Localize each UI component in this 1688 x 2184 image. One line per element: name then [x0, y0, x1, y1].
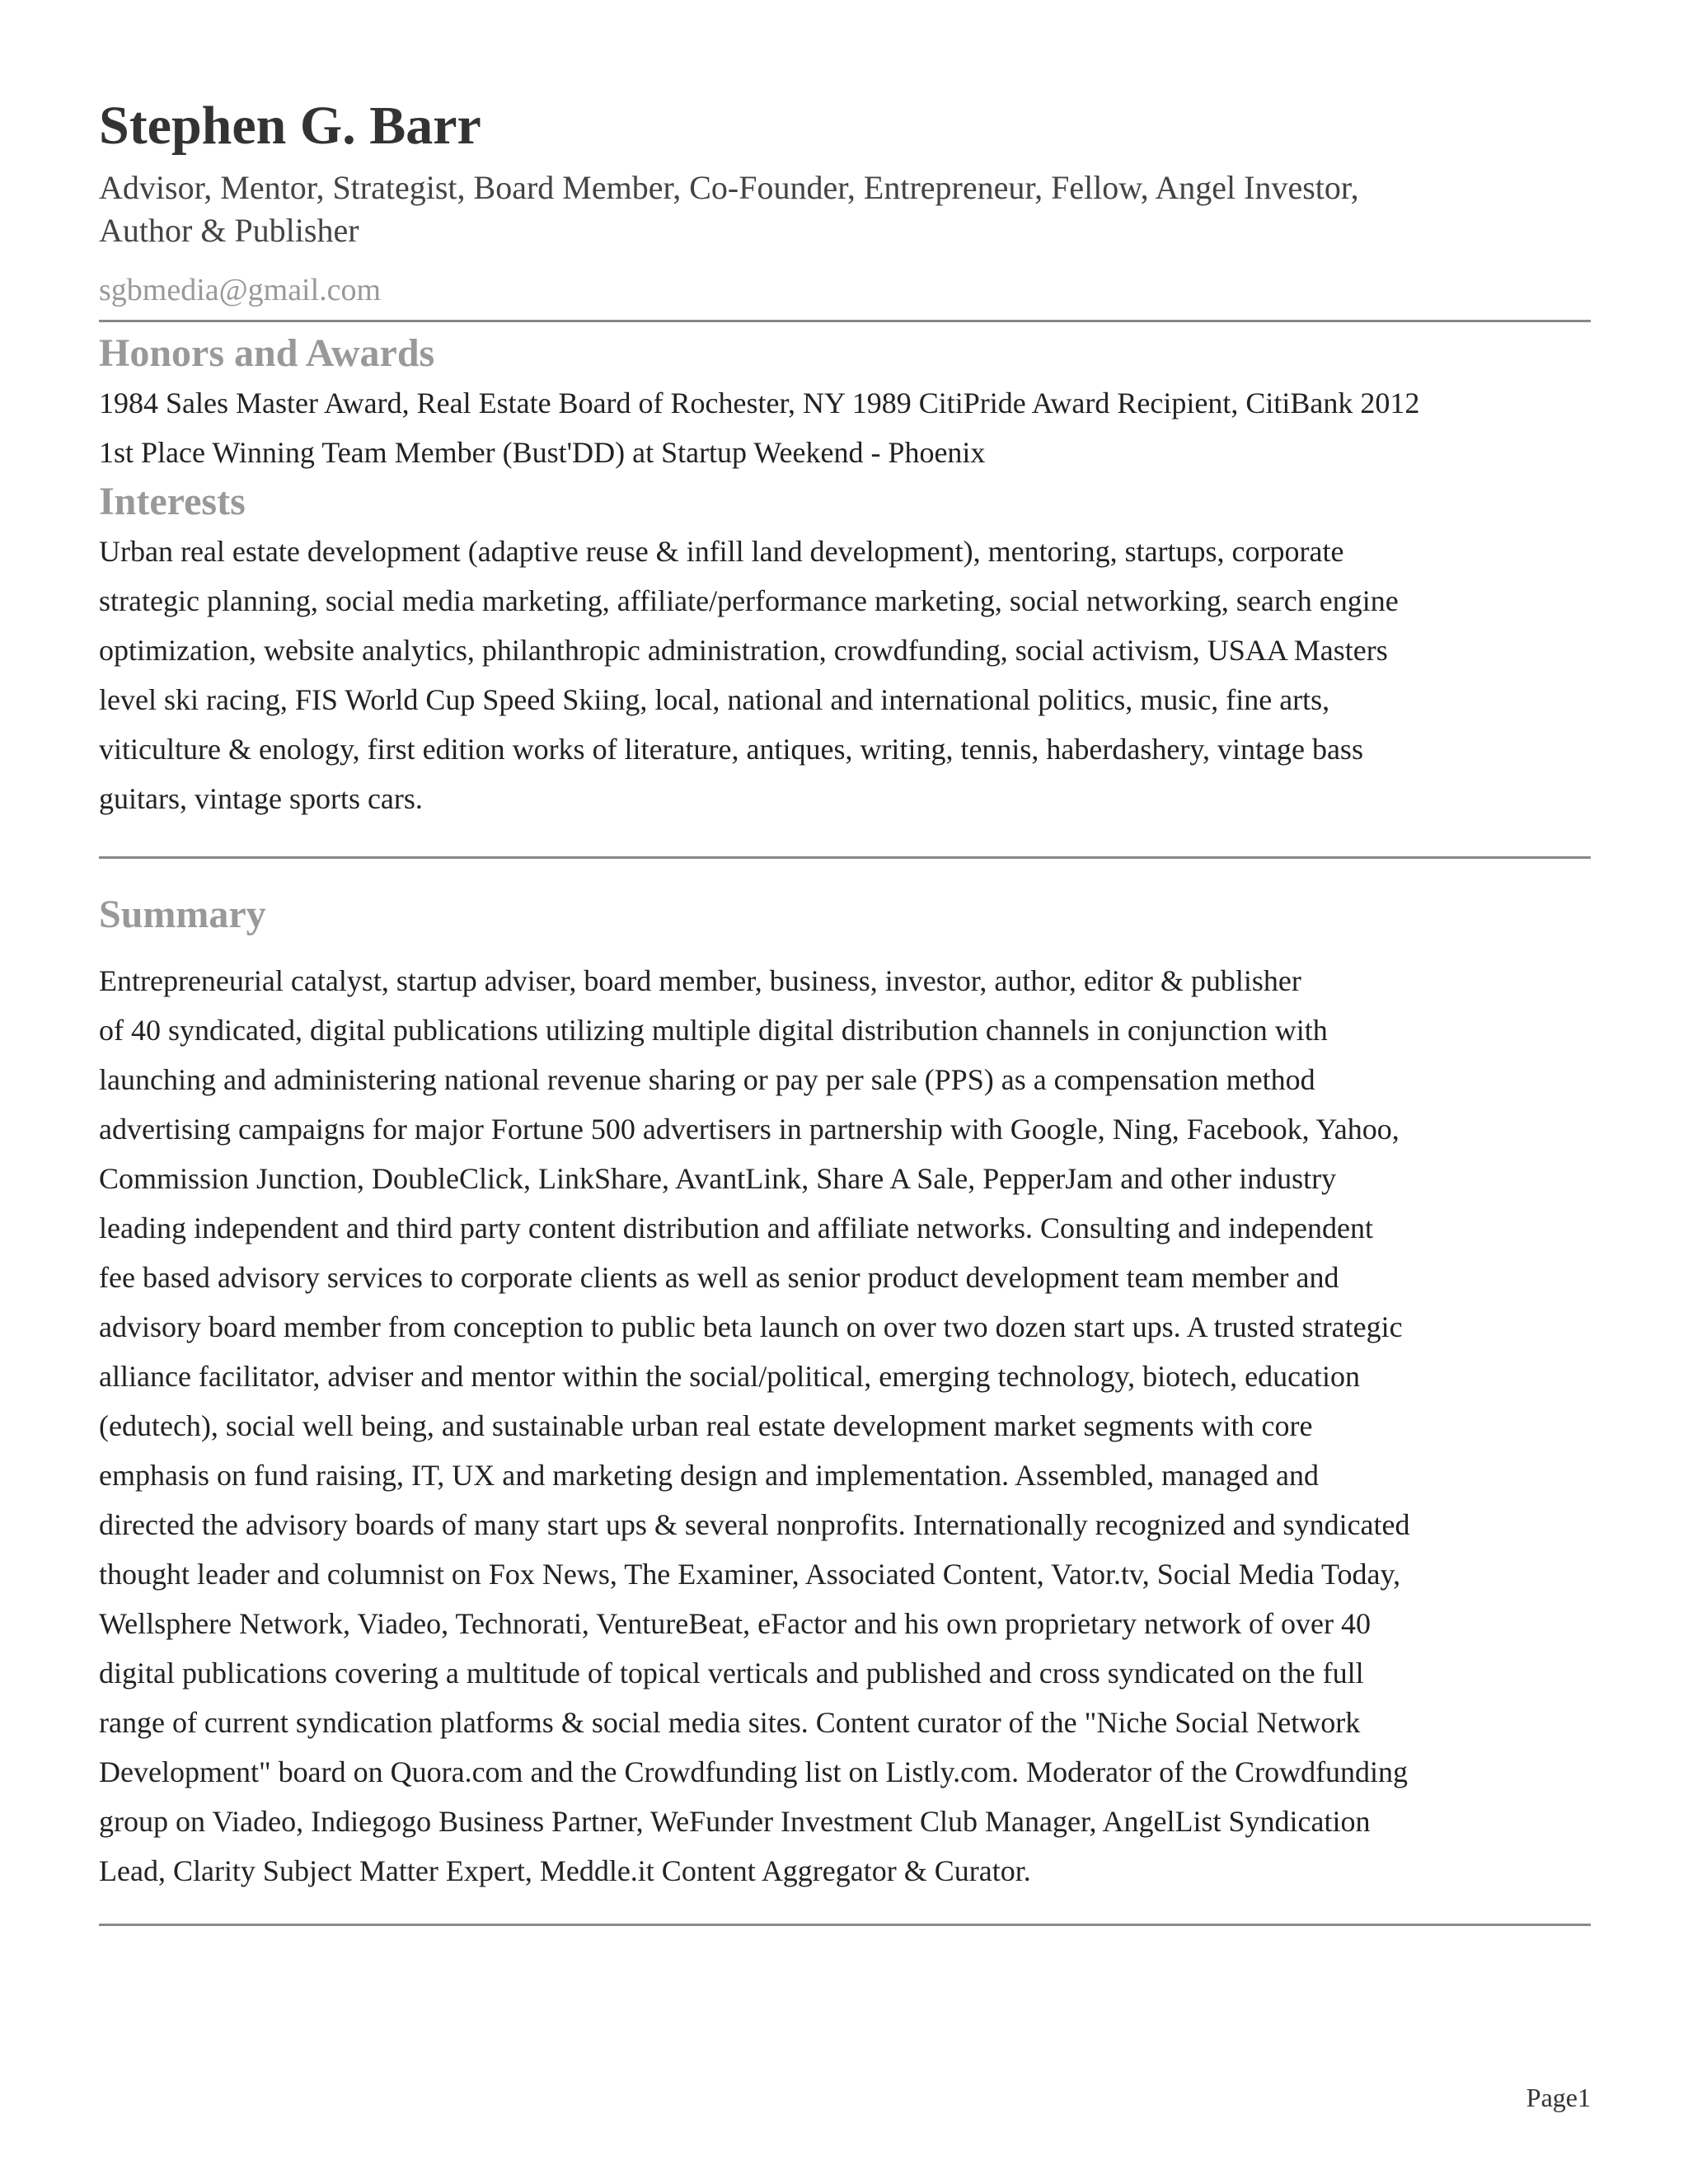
- headline-line-2: Author & Publisher: [99, 212, 359, 249]
- divider: [99, 1924, 1591, 1926]
- honors-section: [99, 329, 1591, 477]
- summary-section: [99, 890, 1591, 1896]
- interests-section: [99, 477, 1591, 823]
- divider: [99, 856, 1591, 859]
- summary-text: Entrepreneurial catalyst, startup adviser, board member, business, investor, author, editor & publisher of 40 syndicated, digital publications utilizing multiple digital distribution channels in conjunction with launching and administering national revenue sharing or pay per sale (PPS) as a compensation method advertising campaigns for major Fortune 500 advertisers in partnership with Google, Ning, Facebook, Yahoo, Commission Junction, DoubleClick, LinkShare, AvantLink, Share A Sale, PepperJam and other industry leading independent and third party content distribution and affiliate networks. Consulting and independent fee based advisory services to corporate clients as well as senior product development team member and advisory board member from conception to public beta launch on over two dozen start ups. A trusted strategic alliance facilitator, adviser and mentor within the social/political, emerging technology, biotech, education (edutech), social well being, and sustainable urban real estate development market segments with core emphasis on fund raising, IT, UX and marketing design and implementation. Assembled, managed and directed the advisory boards of many start ups & several nonprofits. Internationally recognized and syndicated thought leader and columnist on Fox News, The Examiner, Associated Content, Vator.tv, Social Media Today, Wellsphere Network, Viadeo, Technorati, VentureBeat, eFactor and his own proprietary network of over 40 digital publications covering a multitude of topical verticals and published and cross syndicated on the full range of current syndication platforms & social media sites. Content curator of the "Niche Social Network Development" board on Quora.com and the Crowdfunding list on Listly.com. Moderator of the Crowdfunding group on Viadeo, Indiegogo Business Partner, WeFunder Investment Club Manager, AngelList Syndication Lead, Clarity Subject Matter Expert, Meddle.it Content Aggregator & Curator.: [99, 964, 1410, 1887]
- resume-page: [99, 91, 1591, 1926]
- page-number: Page1: [1526, 2083, 1591, 2112]
- headline-line-1: Advisor, Mentor, Strategist, Board Member, Co-Founder, Entrepreneur, Fellow, Angel Investor,: [99, 169, 1359, 206]
- person-name: Stephen G. Barr: [99, 96, 481, 156]
- honors-text: 1984 Sales Master Award, Real Estate Board of Rochester, NY 1989 CitiPride Award Recipient, CitiBank 2012 1st Place Winning Team Member (Bust'DD) at Startup Weekend - Phoenix: [99, 387, 1420, 469]
- interests-text: Urban real estate development (adaptive reuse & infill land development), mentoring, startups, corporate strategic planning, social media marketing, affiliate/performance marketing, social networking, search engine optimization, website analytics, philanthropic administration, crowdfunding, social activism, USAA Masters level ski racing, FIS World Cup Speed Skiing, local, national and international politics, music, fine arts, viticulture & enology, first edition works of literature, antiques, writing, tennis, haberdashery, vintage bass guitars, vintage sports cars.: [99, 535, 1399, 815]
- summary-title: Summary: [99, 893, 266, 936]
- email-address[interactable]: sgbmedia@gmail.com: [99, 273, 382, 307]
- honors-title: Honors and Awards: [99, 331, 435, 375]
- interests-title: Interests: [99, 480, 246, 523]
- divider: [99, 320, 1591, 322]
- headline: [99, 166, 1591, 252]
